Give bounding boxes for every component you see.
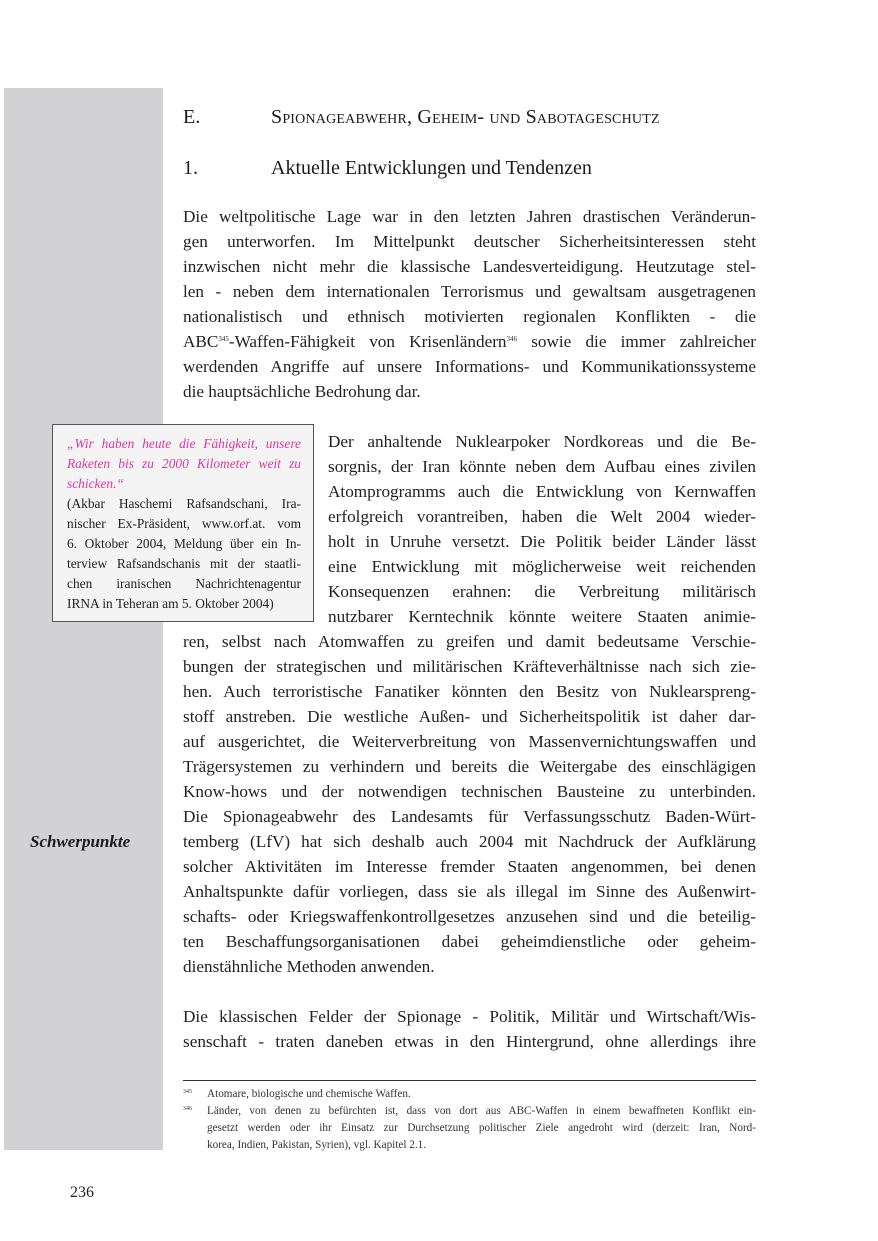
footnote-text: Länder, von denen zu befürchten ist, dass von dort aus ABC-Waffen in einem bewaffneten Konflikt ein- [207,1105,756,1117]
text-line: eine Entwicklung mit möglicherweise weit reichenden [328,557,756,576]
page-number: 236 [70,1184,94,1201]
text-line: holt in Unruhe versetzt. Die Politik beider Länder lässt [328,532,756,551]
quote-source-line: IRNA in Teheran am 5. Oktober 2004) [67,596,274,611]
quote-source-line: nischer Ex-Präsident, www.orf.at. vom [67,516,301,531]
text-line: senschaft - traten daneben etwas in den Hintergrund, ohne allerdings ihre [183,1032,756,1051]
text-line: Trägersystemen zu verhindern und bereits die Weitergabe des einschlägigen [183,757,756,776]
text-line: die hauptsächliche Bedrohung dar. [183,382,421,401]
text-fragment: ABC [183,332,219,351]
text-line: ten Beschaffungsorganisationen dabei geheimdienstliche oder geheim- [183,932,756,951]
footnote-text: gesetzt werden oder ihr Einsatz zur Durchsetzung politischer Ziele angedroht wird (derzeit: Iran, Nord- [207,1122,756,1134]
subsection-number: 1. [183,157,198,179]
footnotes [183,1086,756,1154]
quote-text-line: Raketen bis zu 2000 Kilometer weit zu [67,456,301,471]
text-line: auf ausgerichtet, die Weiterverbreitung von Massenvernichtungswaffen und [183,732,756,751]
text-line: Die weltpolitische Lage war in den letzten Jahren drastischen Veränderun- [183,207,756,226]
text-line: stoff anstreben. Die westliche Außen- und Sicherheitspolitik ist daher dar- [183,707,756,726]
paragraph-nuclear [183,429,756,979]
quote-text-line: „Wir haben heute die Fähigkeit, unsere [67,436,301,451]
paragraph-intro [183,204,756,404]
footnote-number: 345 [183,1089,192,1095]
text-line: nutzbarer Kerntechnik könnte weitere Staaten animie- [328,607,756,626]
text-line: Konsequenzen erahnen: die Verbreitung militärisch [328,582,756,601]
quote-text-line: schicken.“ [67,476,124,491]
paragraph-classic-fields [183,1004,756,1054]
text-fragment: -Waffen-Fähigkeit von Krisenländern [228,332,507,351]
text-line: Die Spionageabwehr des Landesamts für Verfassungsschutz Baden-Würt- [183,807,756,826]
footnote-text: korea, Indien, Pakistan, Syrien), vgl. Kapitel 2.1. [207,1139,427,1151]
text-line: dienstähnliche Methoden anwenden. [183,957,435,976]
footnote-text: Atomare, biologische und chemische Waffen. [207,1088,411,1100]
text-line: bungen der strategischen und militärischen Kräfteverhältnisse nach sich zie- [183,657,756,676]
subsection-title: Aktuelle Entwicklungen und Tendenzen [271,157,592,179]
footnote-345 [183,1086,756,1103]
text-line: Der anhaltende Nuklearpoker Nordkoreas und die Be- [328,432,756,451]
text-line: werdenden Angriffe auf unsere Informations- und Kommunikationssysteme [183,357,756,376]
text-line: schafts- oder Kriegswaffenkontrollgesetzes anzusehen sind und die beteilig- [183,907,756,926]
section-title: Spionageabwehr, Geheim- und Sabotageschutz [271,106,660,128]
margin-note-schwerpunkte: Schwerpunkte [30,832,131,851]
quote-source-line: terview Rafsandschanis mit der staatli- [67,556,301,571]
text-line: len - neben dem internationalen Terrorismus und gewaltsam ausgetragenen [183,282,756,301]
text-line: ren, selbst nach Atomwaffen zu greifen und damit bedeutsame Verschie- [183,632,756,651]
footnote-ref-346[interactable]: 346 [506,335,518,343]
quote-source-line: 6. Oktober 2004, Meldung über ein In- [67,536,301,551]
text-line: gen unterworfen. Im Mittelpunkt deutscher Sicherheitsinteressen steht [183,232,756,251]
text-line: Atomprogramms auch die Entwicklung von Kernwaffen [328,482,756,501]
quote-source-line: chen iranischen Nachrichtenagentur [67,576,301,591]
text-line: sorgnis, der Iran könnte neben dem Aufbau eines zivilen [328,457,756,476]
text-line: Know-hows und der notwendigen technischen Bausteine zu unterbinden. [183,782,756,801]
text-line: solcher Aktivitäten im Interesse fremder Staaten angenommen, bei denen [183,857,756,876]
text-line: temberg (LfV) hat sich deshalb auch 2004 mit Nachdruck der Aufklärung [183,832,756,851]
text-line [183,329,756,354]
text-line: erfolgreich vorantreiben, haben die Welt 2004 wieder- [328,507,756,526]
text-fragment: sowie die immer zahlreicher [517,332,756,351]
quote-source-line: (Akbar Haschemi Rafsandschani, Ira- [67,496,301,511]
section-number: E. [183,106,201,128]
text-line: Die klassischen Felder der Spionage - Politik, Militär und Wirtschaft/Wis- [183,1007,756,1026]
text-line: hen. Auch terroristische Fanatiker könnten den Besitz von Nuklearspreng- [183,682,756,701]
footnote-number: 346 [183,1106,192,1112]
footnote-346 [183,1103,756,1154]
text-line: Anhaltspunkte dafür vorliegen, dass sie als illegal im Sinne des Außenwirt- [183,882,756,901]
text-line: nationalistisch und ethnisch motivierten regionalen Konflikten - die [183,307,756,326]
footnote-divider [183,1080,756,1081]
footnote-ref-345[interactable]: 345 [218,335,229,343]
text-line: inzwischen nicht mehr die klassische Landesverteidigung. Heutzutage stel- [183,257,756,276]
